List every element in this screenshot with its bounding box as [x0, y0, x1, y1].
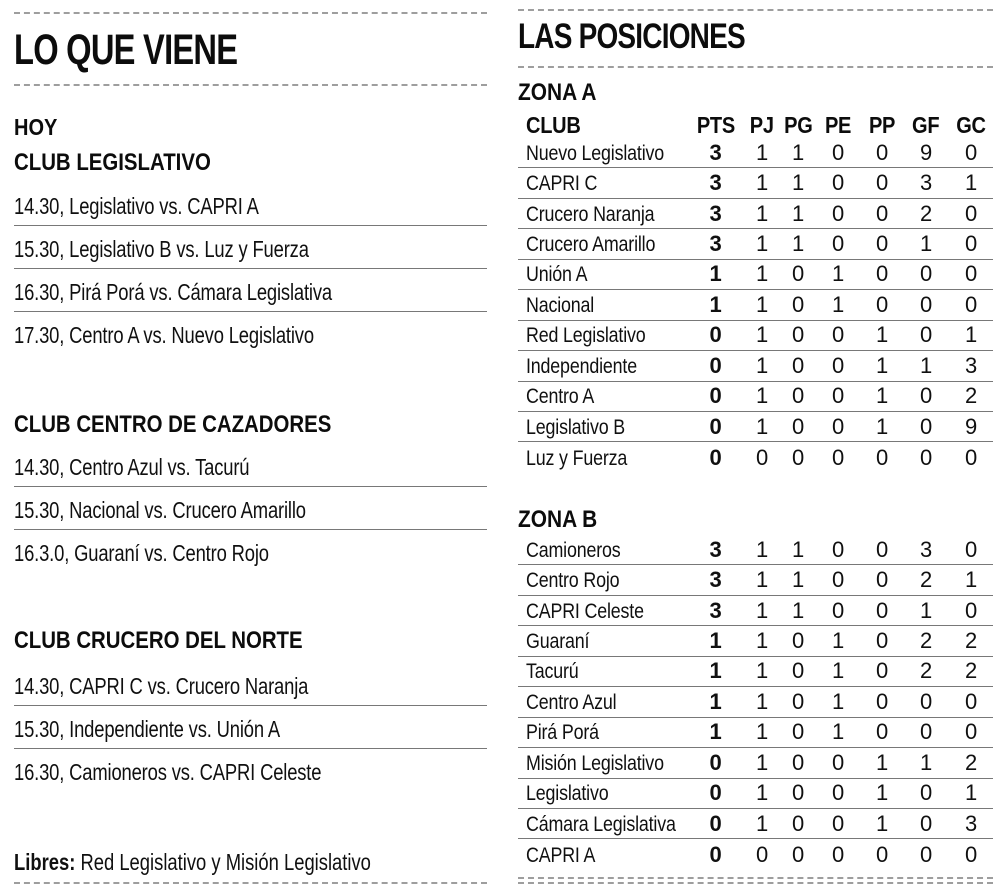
- divider-dashed-top: [14, 12, 487, 14]
- col-header-gc: GC: [956, 111, 986, 138]
- match-text: 16.30, Camioneros vs. CAPRI Celeste: [14, 759, 322, 785]
- cell-pj: 1: [755, 291, 769, 317]
- cell-pe: 0: [831, 567, 845, 593]
- cell-gf: 0: [919, 780, 933, 806]
- cell-pg: 0: [791, 291, 805, 317]
- cell-pe: 0: [831, 139, 845, 165]
- match-list-legislativo: [14, 186, 487, 358]
- cell-gc: 1: [964, 780, 978, 806]
- cell-pe: 0: [831, 749, 845, 775]
- cell-pts: 0: [709, 413, 722, 439]
- match-row: [14, 229, 487, 269]
- cell-pe: 0: [831, 810, 845, 836]
- cell-pts: 1: [709, 291, 722, 317]
- standings-row: [518, 229, 993, 259]
- cell-club: CAPRI Celeste: [526, 599, 644, 623]
- cell-pp: 0: [875, 231, 889, 257]
- cell-pg: 0: [791, 688, 805, 714]
- standings-row: [518, 138, 993, 168]
- cell-pts: 0: [709, 322, 722, 348]
- cell-pg: 0: [791, 719, 805, 745]
- cell-gf: 0: [919, 413, 933, 439]
- cell-pp: 0: [875, 536, 889, 562]
- upcoming-panel-title-text: LO QUE VIENE: [14, 26, 238, 74]
- match-text: 15.30, Legislativo B vs. Luz y Fuerza: [14, 236, 309, 262]
- cell-gf: 0: [919, 444, 933, 470]
- cell-pts: 3: [709, 170, 722, 196]
- standings-row: [518, 626, 993, 656]
- divider-dashed-under-title: [14, 84, 487, 86]
- cell-club: Legislativo B: [526, 415, 625, 439]
- match-text: 14.30, Centro Azul vs. Tacurú: [14, 454, 250, 480]
- match-text: 16.30, Pirá Porá vs. Cámara Legislativa: [14, 279, 332, 305]
- cell-pts: 0: [709, 352, 722, 378]
- cell-pts: 1: [709, 688, 722, 714]
- col-header-pts: PTS: [696, 111, 735, 138]
- match-text: 15.30, Nacional vs. Crucero Amarillo: [14, 497, 306, 523]
- cell-pp: 0: [875, 200, 889, 226]
- cell-gf: 3: [919, 536, 933, 562]
- cell-club: Nacional: [526, 293, 595, 317]
- cell-pp: 0: [875, 719, 889, 745]
- cell-club: Centro A: [526, 385, 595, 409]
- cell-pts: 3: [709, 231, 722, 257]
- cell-pg: 1: [791, 536, 805, 562]
- cell-pts: 0: [709, 383, 722, 409]
- cell-pj: 0: [755, 841, 769, 867]
- cell-gc: 2: [964, 658, 978, 684]
- cell-pp: 0: [875, 688, 889, 714]
- cell-gf: 9: [919, 139, 933, 165]
- cell-pj: 1: [755, 170, 769, 196]
- cell-pp: 1: [875, 780, 889, 806]
- match-list-crucero: [14, 666, 487, 795]
- col-header-pe: PE: [824, 111, 852, 138]
- cell-gc: 0: [964, 536, 978, 562]
- match-row: [14, 315, 487, 355]
- cell-gc: 0: [964, 261, 978, 287]
- cell-gf: 3: [919, 170, 933, 196]
- cell-pp: 0: [875, 139, 889, 165]
- standings-table-zone-b: [518, 535, 993, 870]
- cell-gc: 0: [964, 597, 978, 623]
- standings-row: [518, 565, 993, 595]
- cell-pts: 3: [709, 139, 722, 165]
- standings-row: [518, 382, 993, 412]
- cell-club: Misión Legislativo: [526, 751, 664, 775]
- cell-pg: 1: [791, 200, 805, 226]
- cell-pj: 1: [755, 719, 769, 745]
- cell-pg: 0: [791, 658, 805, 684]
- cell-pts: 3: [709, 536, 722, 562]
- match-text: 14.30, Legislativo vs. CAPRI A: [14, 193, 259, 219]
- cell-pj: 1: [755, 810, 769, 836]
- cell-pe: 0: [831, 841, 845, 867]
- match-row: [14, 709, 487, 749]
- cell-pg: 0: [791, 261, 805, 287]
- cell-club: Red Legislativo: [526, 324, 646, 348]
- cell-pp: 1: [875, 413, 889, 439]
- cell-pe: 1: [831, 688, 845, 714]
- standings-header-row: [518, 110, 993, 140]
- cell-pg: 0: [791, 628, 805, 654]
- cell-pp: 0: [875, 444, 889, 470]
- cell-pts: 3: [709, 567, 722, 593]
- byes-note: [14, 849, 487, 876]
- standings-panel: [518, 0, 993, 893]
- cell-pts: 1: [709, 719, 722, 745]
- cell-pj: 1: [755, 383, 769, 409]
- standings-row: [518, 748, 993, 778]
- cell-pp: 1: [875, 383, 889, 409]
- cell-pe: 0: [831, 231, 845, 257]
- standings-row: [518, 809, 993, 839]
- cell-pj: 1: [755, 597, 769, 623]
- cell-pj: 1: [755, 200, 769, 226]
- divider-double-dashed-bottom: [518, 877, 993, 884]
- cell-gc: 2: [964, 749, 978, 775]
- cell-pp: 0: [875, 597, 889, 623]
- cell-gf: 2: [919, 628, 933, 654]
- cell-pp: 1: [875, 749, 889, 775]
- cell-gc: 1: [964, 322, 978, 348]
- cell-pts: 1: [709, 261, 722, 287]
- standings-panel-title-text: LAS POSICIONES: [518, 17, 745, 56]
- cell-gf: 0: [919, 383, 933, 409]
- cell-pg: 0: [791, 780, 805, 806]
- col-header-gf: GF: [912, 111, 940, 138]
- cell-pts: 0: [709, 810, 722, 836]
- col-header-pg: PG: [783, 111, 813, 138]
- cell-pe: 0: [831, 322, 845, 348]
- cell-club: Crucero Amarillo: [526, 233, 656, 257]
- cell-club: Cámara Legislativa: [526, 812, 676, 836]
- cell-pg: 1: [791, 567, 805, 593]
- cell-gf: 0: [919, 810, 933, 836]
- cell-pp: 0: [875, 841, 889, 867]
- zone-heading-b: ZONA B: [518, 506, 598, 533]
- cell-club: Tacurú: [526, 660, 579, 684]
- cell-pj: 1: [755, 658, 769, 684]
- cell-pp: 0: [875, 658, 889, 684]
- standings-row: [518, 687, 993, 717]
- match-row: [14, 186, 487, 226]
- cell-gf: 1: [919, 231, 933, 257]
- cell-club: CAPRI C: [526, 172, 598, 196]
- cell-pg: 0: [791, 322, 805, 348]
- cell-pts: 1: [709, 658, 722, 684]
- cell-gc: 1: [964, 567, 978, 593]
- byes-text: Red Legislativo y Misión Legislativo: [75, 849, 371, 875]
- cell-pj: 1: [755, 139, 769, 165]
- match-text: 17.30, Centro A vs. Nuevo Legislativo: [14, 322, 314, 348]
- cell-pts: 3: [709, 200, 722, 226]
- col-header-pj: PJ: [750, 111, 774, 138]
- cell-club: Camioneros: [526, 538, 621, 562]
- cell-pe: 1: [831, 658, 845, 684]
- cell-club: Centro Azul: [526, 690, 617, 714]
- match-row: [14, 752, 487, 792]
- cell-pe: 0: [831, 200, 845, 226]
- standings-row: [518, 168, 993, 198]
- cell-gc: 0: [964, 231, 978, 257]
- cell-gf: 0: [919, 841, 933, 867]
- standings-row: [518, 779, 993, 809]
- cell-pp: 0: [875, 261, 889, 287]
- match-row: [14, 666, 487, 706]
- cell-pj: 0: [755, 444, 769, 470]
- cell-pp: 0: [875, 291, 889, 317]
- cell-pe: 1: [831, 261, 845, 287]
- cell-gc: 2: [964, 628, 978, 654]
- cell-gf: 0: [919, 719, 933, 745]
- cell-gf: 2: [919, 200, 933, 226]
- club-heading-legislativo: CLUB LEGISLATIVO: [14, 149, 211, 176]
- standings-row: [518, 718, 993, 748]
- match-text: 16.3.0, Guaraní vs. Centro Rojo: [14, 540, 269, 566]
- divider-dashed-top: [518, 9, 993, 11]
- cell-pp: 0: [875, 628, 889, 654]
- cell-pj: 1: [755, 231, 769, 257]
- cell-pe: 0: [831, 413, 845, 439]
- divider-dashed-under-title: [518, 66, 993, 68]
- cell-gf: 0: [919, 322, 933, 348]
- cell-club: Crucero Naranja: [526, 202, 655, 226]
- cell-gc: 3: [964, 810, 978, 836]
- cell-pg: 1: [791, 597, 805, 623]
- cell-club: Guaraní: [526, 630, 590, 654]
- cell-club: Legislativo: [526, 782, 609, 806]
- cell-pts: 0: [709, 841, 722, 867]
- cell-club: Nuevo Legislativo: [526, 141, 665, 165]
- match-row: [14, 490, 487, 530]
- cell-gf: 2: [919, 567, 933, 593]
- cell-gc: 0: [964, 200, 978, 226]
- standings-row: [518, 412, 993, 442]
- cell-pj: 1: [755, 749, 769, 775]
- cell-pp: 1: [875, 352, 889, 378]
- cell-pe: 0: [831, 597, 845, 623]
- cell-pg: 1: [791, 170, 805, 196]
- standings-row: [518, 290, 993, 320]
- standings-row: [518, 321, 993, 351]
- cell-pp: 0: [875, 567, 889, 593]
- cell-pe: 1: [831, 291, 845, 317]
- cell-pe: 0: [831, 780, 845, 806]
- cell-pe: 0: [831, 170, 845, 196]
- cell-pe: 1: [831, 719, 845, 745]
- cell-pts: 0: [709, 749, 722, 775]
- match-row: [14, 447, 487, 487]
- cell-pe: 0: [831, 383, 845, 409]
- cell-pg: 0: [791, 413, 805, 439]
- cell-pj: 1: [755, 322, 769, 348]
- cell-gf: 2: [919, 658, 933, 684]
- cell-club: Unión A: [526, 263, 588, 287]
- cell-pj: 1: [755, 413, 769, 439]
- cell-gf: 0: [919, 291, 933, 317]
- upcoming-panel-title: [14, 28, 487, 72]
- cell-gf: 0: [919, 688, 933, 714]
- cell-pj: 1: [755, 261, 769, 287]
- byes-label: Libres:: [14, 849, 76, 875]
- cell-club: Independiente: [526, 354, 637, 378]
- standings-row: [518, 351, 993, 381]
- match-row: [14, 533, 487, 573]
- cell-pts: 3: [709, 597, 722, 623]
- standings-row: [518, 596, 993, 626]
- zone-heading-a: ZONA A: [518, 79, 597, 106]
- cell-pj: 1: [755, 688, 769, 714]
- cell-gf: 1: [919, 749, 933, 775]
- cell-gc: 0: [964, 291, 978, 317]
- cell-pts: 0: [709, 780, 722, 806]
- cell-pj: 1: [755, 567, 769, 593]
- standings-row: [518, 839, 993, 869]
- standings-table-zone-a: [518, 138, 993, 473]
- cell-pp: 1: [875, 810, 889, 836]
- cell-pe: 0: [831, 536, 845, 562]
- cell-pts: 0: [709, 444, 722, 470]
- match-text: 14.30, CAPRI C vs. Crucero Naranja: [14, 673, 309, 699]
- cell-pg: 0: [791, 444, 805, 470]
- cell-pg: 0: [791, 352, 805, 378]
- cell-club: CAPRI A: [526, 843, 596, 867]
- cell-pj: 1: [755, 628, 769, 654]
- cell-gc: 2: [964, 383, 978, 409]
- cell-gf: 1: [919, 597, 933, 623]
- col-header-pp: PP: [868, 111, 896, 138]
- cell-gc: 0: [964, 139, 978, 165]
- cell-pg: 0: [791, 841, 805, 867]
- cell-gf: 0: [919, 261, 933, 287]
- cell-pj: 1: [755, 352, 769, 378]
- cell-gc: 3: [964, 352, 978, 378]
- cell-gc: 0: [964, 444, 978, 470]
- standings-row: [518, 442, 993, 472]
- divider-dashed-bottom: [14, 882, 487, 884]
- cell-pg: 1: [791, 139, 805, 165]
- cell-club: Centro Rojo: [526, 569, 620, 593]
- standings-row: [518, 199, 993, 229]
- cell-gf: 1: [919, 352, 933, 378]
- match-list-cazadores: [14, 447, 487, 576]
- cell-gc: 0: [964, 688, 978, 714]
- cell-pe: 1: [831, 628, 845, 654]
- cell-club: Luz y Fuerza: [526, 446, 628, 470]
- day-heading: HOY: [14, 114, 58, 140]
- club-heading-crucero: CLUB CRUCERO DEL NORTE: [14, 627, 303, 654]
- cell-pp: 1: [875, 322, 889, 348]
- cell-pts: 1: [709, 628, 722, 654]
- standings-row: [518, 260, 993, 290]
- cell-gc: 0: [964, 719, 978, 745]
- cell-gc: 1: [964, 170, 978, 196]
- standings-row: [518, 657, 993, 687]
- cell-pg: 0: [791, 383, 805, 409]
- match-text: 15.30, Independiente vs. Unión A: [14, 716, 280, 742]
- cell-gc: 0: [964, 841, 978, 867]
- cell-pg: 0: [791, 749, 805, 775]
- cell-gc: 9: [964, 413, 978, 439]
- cell-club: Pirá Porá: [526, 721, 599, 745]
- cell-pp: 0: [875, 170, 889, 196]
- cell-pe: 0: [831, 352, 845, 378]
- standings-row: [518, 535, 993, 565]
- cell-pg: 0: [791, 810, 805, 836]
- cell-pe: 0: [831, 444, 845, 470]
- club-heading-cazadores: CLUB CENTRO DE CAZADORES: [14, 411, 332, 438]
- upcoming-panel: [14, 0, 487, 893]
- cell-pg: 1: [791, 231, 805, 257]
- col-header-club: CLUB: [526, 111, 581, 138]
- standings-panel-title: [518, 19, 993, 55]
- match-row: [14, 272, 487, 312]
- cell-pj: 1: [755, 536, 769, 562]
- cell-pj: 1: [755, 780, 769, 806]
